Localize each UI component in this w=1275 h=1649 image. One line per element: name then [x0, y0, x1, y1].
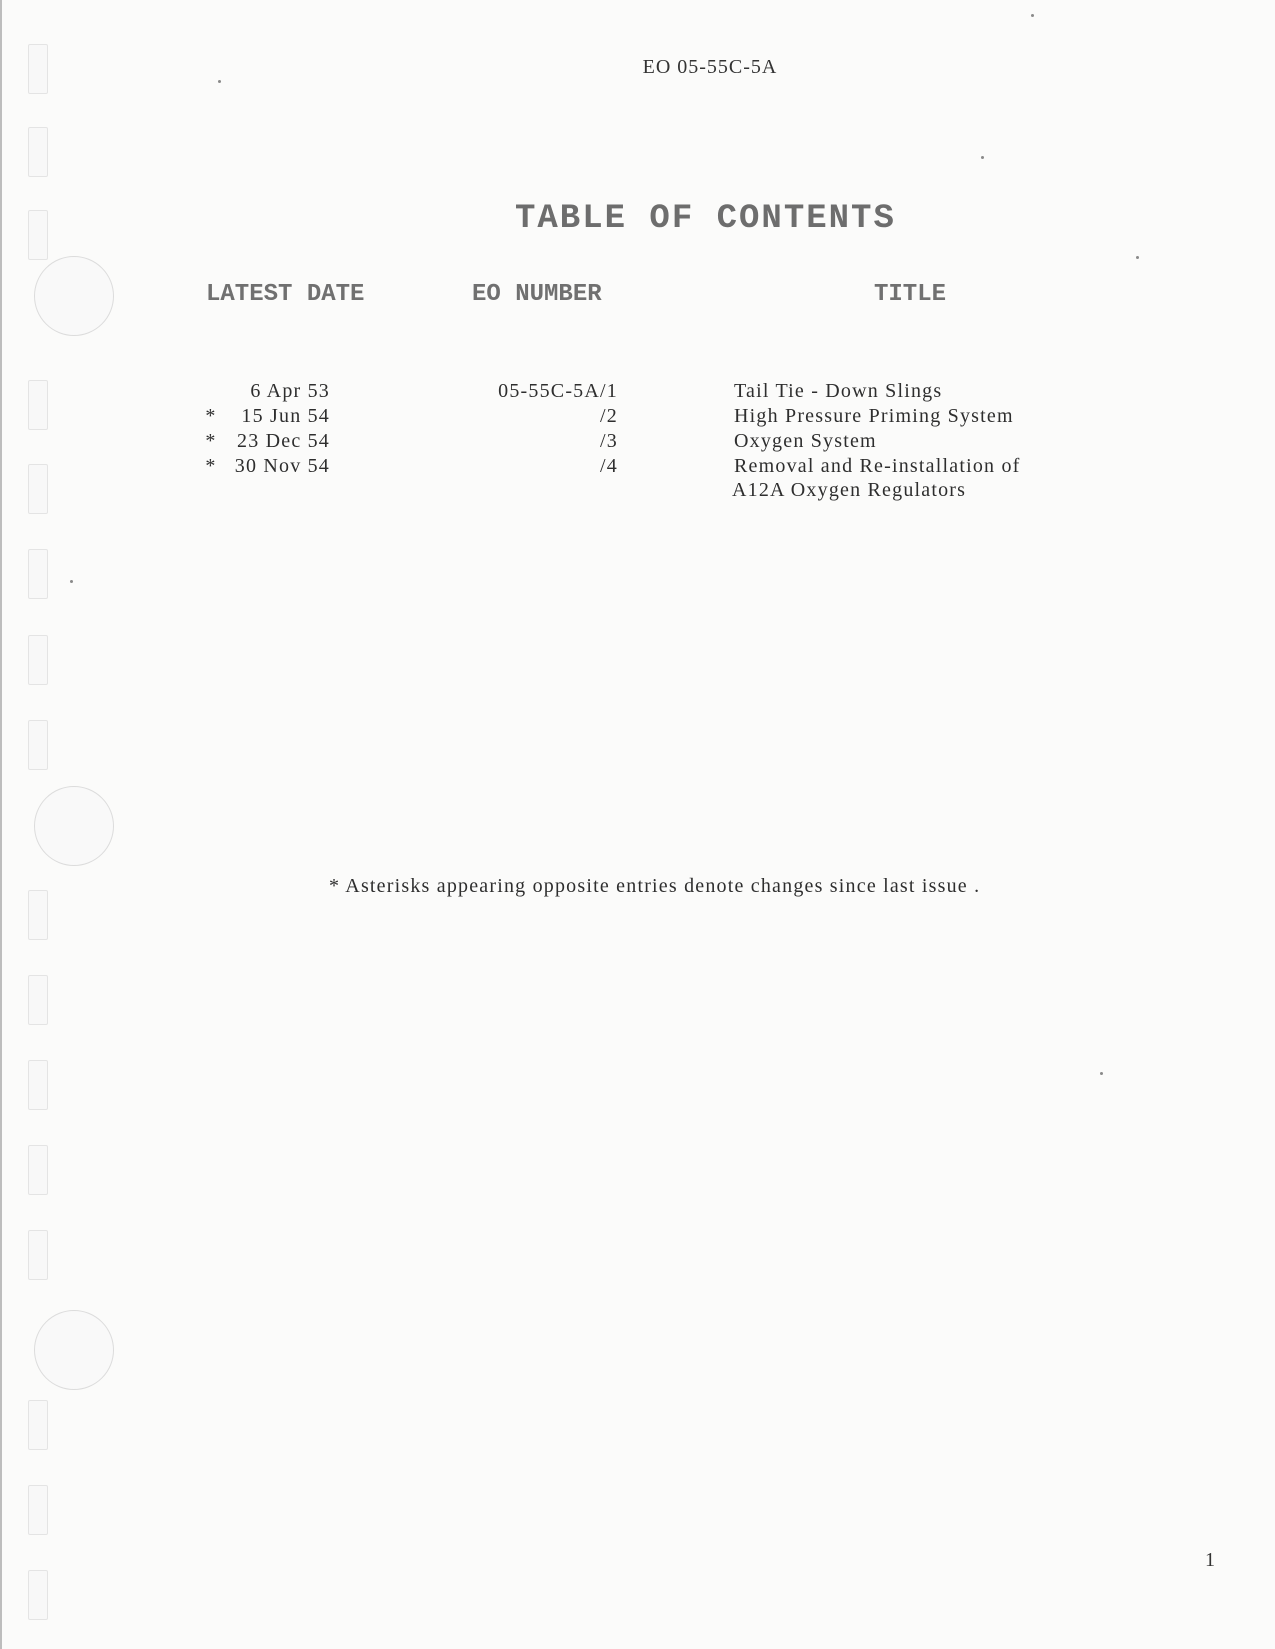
paper-speck [70, 580, 73, 583]
entry-title: Tail Tie - Down Slings [734, 380, 943, 402]
entry-title: High Pressure Priming System [734, 405, 1014, 427]
binding-slot [28, 1400, 48, 1450]
binding-slot [28, 127, 48, 177]
table-row [0, 430, 1275, 454]
column-header-date: LATEST DATE [206, 281, 365, 308]
binding-slot [28, 1485, 48, 1535]
page-title: TABLE OF CONTENTS [515, 200, 896, 238]
paper-speck [1100, 1072, 1103, 1075]
change-asterisk: * [205, 430, 217, 452]
paper-speck [218, 80, 221, 83]
binding-slot [28, 549, 48, 599]
binding-slot [28, 1230, 48, 1280]
footnote: * Asterisks appearing opposite entries denote changes since last issue . [329, 875, 981, 897]
entry-date: 15 Jun 54 [241, 405, 330, 427]
binding-slot [28, 975, 48, 1025]
table-row [0, 455, 1275, 479]
entry-title: Oxygen System [734, 430, 877, 452]
entry-title: Removal and Re-installation of [734, 455, 1021, 477]
paper-speck [1136, 256, 1139, 259]
binding-slot [28, 1145, 48, 1195]
punch-hole [34, 1310, 114, 1390]
binding-slot [28, 1060, 48, 1110]
entry-date: 23 Dec 54 [237, 430, 330, 452]
page-number: 1 [1205, 1549, 1215, 1571]
column-header-eo-number: EO NUMBER [472, 281, 602, 308]
entry-eo-number: /3 [600, 430, 618, 452]
table-row [0, 405, 1275, 429]
binding-slot [28, 720, 48, 770]
entry-date: 6 Apr 53 [250, 380, 330, 402]
entry-title-continued: A12A Oxygen Regulators [732, 479, 967, 501]
punch-hole [34, 256, 114, 336]
entry-eo-number: 05-55C-5A/1 [498, 380, 618, 402]
entry-date: 30 Nov 54 [234, 455, 330, 477]
binding-slot [28, 210, 48, 260]
paper-speck [981, 156, 984, 159]
table-row [0, 380, 1275, 404]
punch-hole [34, 786, 114, 866]
binding-slot [28, 1570, 48, 1620]
entry-eo-number: /2 [600, 405, 618, 427]
change-asterisk: * [205, 405, 217, 427]
binding-holes [0, 0, 110, 1649]
binding-slot [28, 890, 48, 940]
column-header-title: TITLE [874, 281, 947, 308]
document-id: EO 05-55C-5A [642, 56, 778, 78]
entry-eo-number: /4 [600, 455, 618, 477]
paper-speck [1031, 14, 1034, 17]
change-asterisk: * [205, 455, 217, 477]
binding-slot [28, 635, 48, 685]
